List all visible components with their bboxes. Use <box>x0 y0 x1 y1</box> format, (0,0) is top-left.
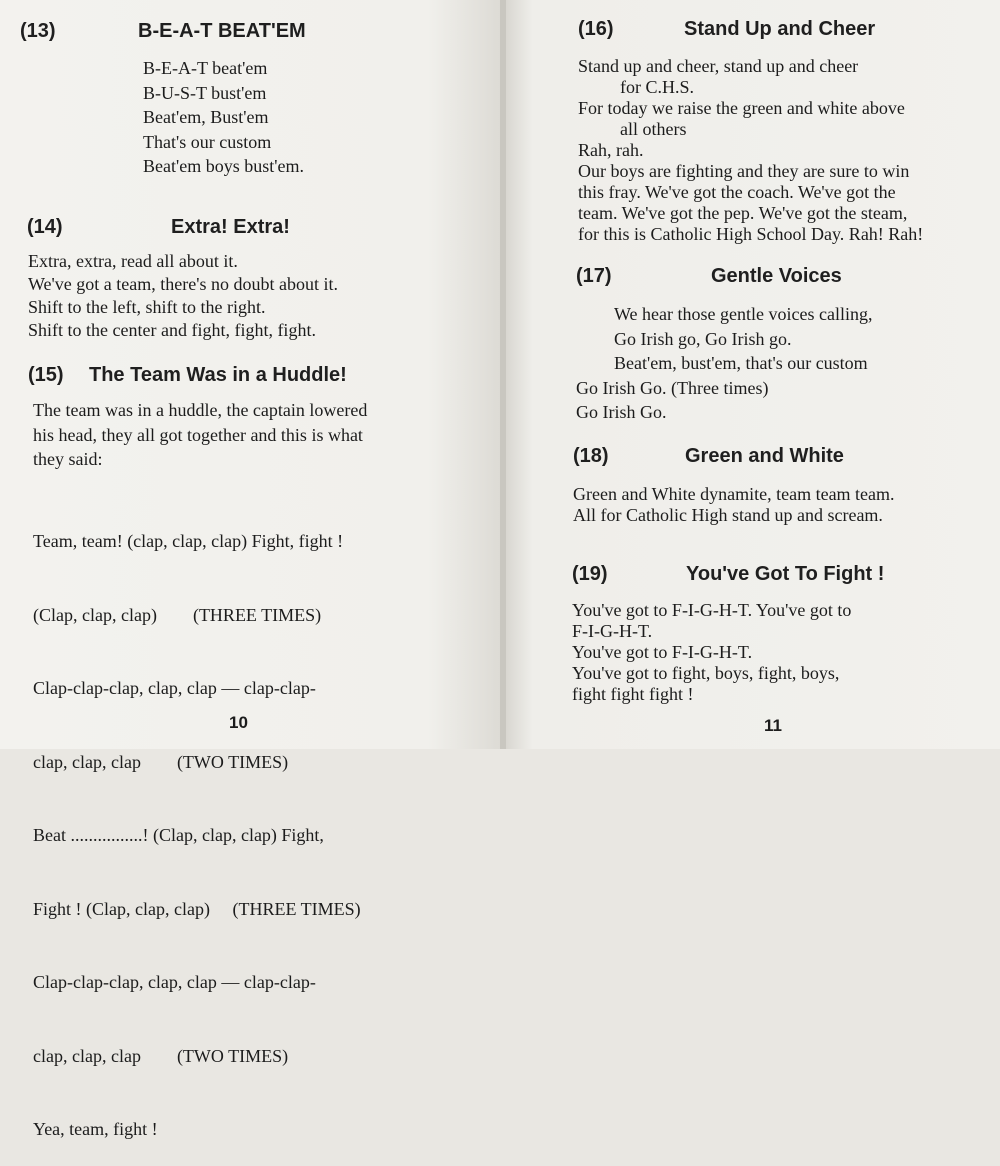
lyric-line: Clap-clap-clap, clap, clap — clap-clap- <box>33 972 316 992</box>
lyric-line: B-U-S-T bust'em <box>143 82 267 103</box>
lyric-line: You've got to fight, boys, fight, boys, <box>572 663 840 683</box>
song-lyrics-14 <box>28 250 338 342</box>
lyric-line: Team, team! (clap, clap, clap) Fight, fight ! <box>33 531 344 551</box>
lyric-line: Stand up and cheer, stand up and cheer <box>578 56 859 76</box>
song-lyrics-19 <box>572 600 851 705</box>
lyric-line: Go Irish Go. (Three times) <box>576 377 769 398</box>
song-lyrics-17 <box>576 302 872 425</box>
song-title: Green and White <box>685 445 844 467</box>
lyric-line: Shift to the center and fight, fight, fight. <box>28 320 316 340</box>
lyric-line: Beat'em boys bust'em. <box>143 156 304 176</box>
song-title: Gentle Voices <box>711 265 842 287</box>
song-title: The Team Was in a Huddle! <box>89 364 347 386</box>
lyric-line: B-E-A-T beat'em <box>143 58 268 78</box>
lyric-line: team. We've got the pep. We've got the steam, <box>578 203 908 223</box>
song-title: Extra! Extra! <box>171 216 290 238</box>
song-heading-16 <box>578 18 978 42</box>
lyric-line: Beat'em, bust'em, that's our custom <box>614 353 868 373</box>
lyric-line: You've got to F-I-G-H-T. <box>572 642 753 662</box>
lyric-line: for C.H.S. <box>620 77 695 97</box>
page-number-left: 10 <box>229 713 248 732</box>
book-gutter <box>500 0 506 749</box>
lyric-line: all others <box>620 119 687 139</box>
intro-line: The team was in a huddle, the captain lowered <box>33 400 368 420</box>
lyric-line: We hear those gentle voices calling, <box>614 304 873 324</box>
lyric-line: Beat ................! (Clap, clap, clap) Fight, <box>33 825 324 845</box>
song-number: (14) <box>27 216 63 238</box>
page-number-right: 11 <box>764 716 782 735</box>
lyric-line: We've got a team, there's no doubt about it. <box>28 274 338 294</box>
lyric-line: For today we raise the green and white above <box>578 98 905 118</box>
lyric-line: You've got to F-I-G-H-T. You've got to <box>572 600 852 620</box>
song-lyrics-13 <box>143 56 304 179</box>
lyric-line: fight fight fight ! <box>572 684 694 704</box>
song-lyrics-15 <box>33 480 361 1166</box>
lyric-line: Clap-clap-clap, clap, clap — clap-clap- <box>33 678 316 698</box>
lyric-line: F-I-G-H-T. <box>572 621 653 641</box>
song-heading-14 <box>27 216 327 240</box>
lyric-line: for this is Catholic High School Day. Rah! Rah! <box>578 224 924 244</box>
lyric-line: clap, clap, clap (TWO TIMES) <box>33 1045 289 1066</box>
song-heading-17 <box>576 265 976 289</box>
song-number: (13) <box>20 20 56 42</box>
lyric-line: Rah, rah. <box>578 140 644 160</box>
lyric-line: (Clap, clap, clap) (THREE TIMES) <box>33 604 322 625</box>
lyric-line: clap, clap, clap (TWO TIMES) <box>33 751 289 772</box>
lyric-line: All for Catholic High stand up and scream. <box>573 505 883 525</box>
song-heading-18 <box>573 445 973 469</box>
song-heading-13 <box>20 20 320 44</box>
lyric-line: Extra, extra, read all about it. <box>28 251 238 271</box>
song-number: (16) <box>578 18 614 40</box>
song-title: Stand Up and Cheer <box>684 18 876 40</box>
song-number: (18) <box>573 445 609 467</box>
intro-line: they said: <box>33 449 103 469</box>
song-heading-15 <box>28 364 428 388</box>
lyric-line: Our boys are fighting and they are sure to win <box>578 161 910 181</box>
lyric-line: Beat'em, Bust'em <box>143 107 269 127</box>
song-number: (17) <box>576 265 612 287</box>
song-number: (19) <box>572 563 608 585</box>
lyric-line: Yea, team, fight ! <box>33 1119 158 1139</box>
lyric-line: Green and White dynamite, team team team. <box>573 484 895 504</box>
song-title: You've Got To Fight ! <box>686 563 885 585</box>
song-intro-15 <box>33 398 367 472</box>
song-lyrics-18 <box>573 484 895 526</box>
lyric-line: Shift to the left, shift to the right. <box>28 297 266 317</box>
intro-line: his head, they all got together and this is what <box>33 424 363 445</box>
lyric-line: Go Irish go, Go Irish go. <box>614 328 792 349</box>
song-lyrics-16 <box>578 56 923 245</box>
lyric-line: That's our custom <box>143 131 272 152</box>
song-number: (15) <box>28 364 64 386</box>
song-title: B-E-A-T BEAT'EM <box>138 20 306 42</box>
lyric-line: this fray. We've got the coach. We've got the <box>578 182 896 202</box>
song-heading-19 <box>572 563 972 587</box>
lyric-line: Fight ! (Clap, clap, clap) (THREE TIMES) <box>33 898 361 919</box>
lyric-line: Go Irish Go. <box>576 402 667 422</box>
